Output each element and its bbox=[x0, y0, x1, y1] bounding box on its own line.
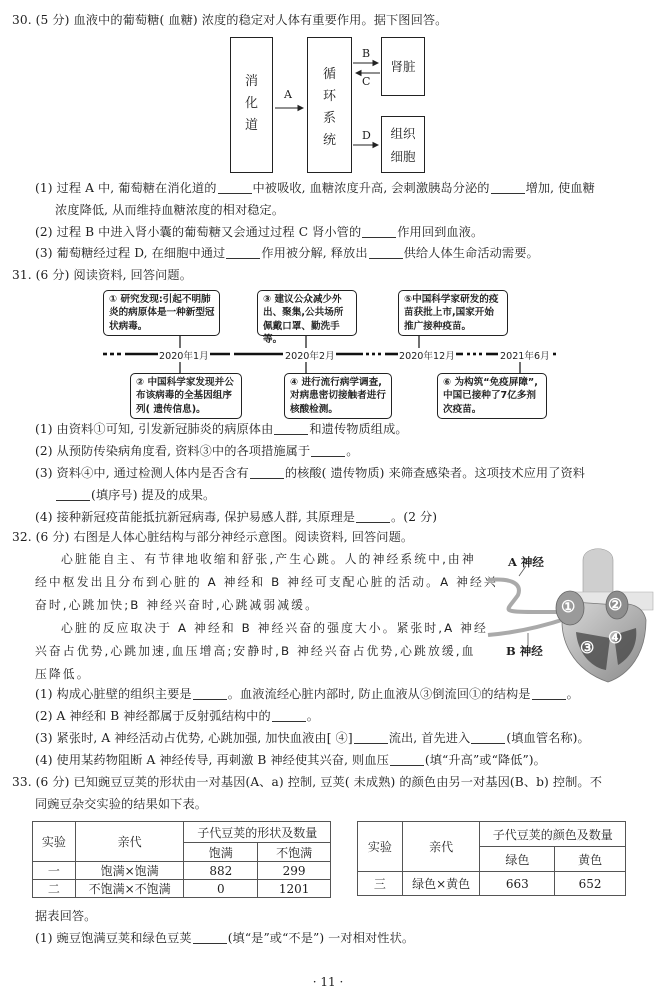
heart-label-4: ④ bbox=[608, 628, 623, 647]
nerve-a-label: A 神经 bbox=[508, 555, 544, 569]
q30-3-text: 作用被分解, 释放出 bbox=[261, 246, 368, 260]
answer-blank[interactable] bbox=[272, 709, 306, 722]
q32-1-text: 。血液流经心脏内部时, 防止血液从③倒流回①的结构是 bbox=[227, 687, 531, 701]
arrow-a-label: A bbox=[284, 88, 292, 101]
header-experiment: 实验 bbox=[358, 822, 403, 872]
q31-3-line1 bbox=[35, 465, 585, 481]
q31-2-text: (2) 从预防传染病角度看, 资料③中的各项措施属于 bbox=[35, 444, 311, 458]
nerve-b-line bbox=[488, 618, 568, 635]
cell-experiment: 一 bbox=[33, 862, 76, 880]
q30-2-text: (2) 过程 B 中进入肾小囊的葡萄糖又会通过过程 C 肾小管的 bbox=[35, 225, 362, 239]
answer-blank[interactable] bbox=[311, 444, 345, 457]
header-offspring-color: 子代豆荚的颜色及数量 bbox=[480, 822, 626, 847]
q32-4-text: (填“升高”或“降低”)。 bbox=[424, 753, 546, 767]
answer-blank[interactable] bbox=[390, 753, 424, 766]
q30-3-text: (3) 葡萄糖经过程 D, 在细胞中通过 bbox=[35, 246, 226, 260]
q32-para1-line1: 心脏能自主、有节律地收缩和舒张,产生心跳。人的神经系统中,由神 bbox=[61, 552, 476, 566]
answer-blank[interactable] bbox=[193, 687, 227, 700]
cell-plump-count: 882 bbox=[184, 862, 258, 880]
arrow-c-label: C bbox=[362, 75, 371, 88]
header-yellow: 黄色 bbox=[555, 847, 626, 872]
q30-2-line bbox=[35, 224, 483, 240]
heart-label-3: ③ bbox=[580, 638, 595, 657]
timeline-date: 2020年1月 bbox=[158, 348, 210, 362]
heart-label-2: ② bbox=[608, 595, 623, 614]
circulatory-system-char: 循 bbox=[322, 67, 336, 82]
header-parents: 亲代 bbox=[402, 822, 480, 872]
cell-plump-count: 0 bbox=[184, 880, 258, 898]
digestive-tract-char: 消 bbox=[244, 74, 258, 89]
answer-blank[interactable] bbox=[471, 731, 505, 744]
q32-para2-line3: 压降低。 bbox=[35, 667, 91, 681]
table-row bbox=[33, 880, 331, 898]
timeline-item-6: ⑥ 为构筑“免疫屏障”,中国已接种了7亿多剂次疫苗。 bbox=[437, 373, 547, 419]
q32-3-line bbox=[35, 730, 590, 746]
q32-para1-line3: 奋时,心跳加快;B 神经兴奋时,心跳减弱减缓。 bbox=[35, 598, 319, 612]
page-number: · 11 · bbox=[312, 975, 344, 989]
q30-3-text: 供给人体生命活动需要。 bbox=[403, 246, 539, 260]
heart-figure bbox=[478, 540, 656, 685]
cell-not-plump-count: 299 bbox=[258, 862, 331, 880]
glucose-flow-diagram bbox=[0, 0, 656, 180]
q32-2-text: 。 bbox=[306, 709, 320, 723]
header-not-plump: 不饱满 bbox=[258, 843, 331, 862]
timeline-date: 2020年2月 bbox=[284, 348, 336, 362]
cell-yellow-count: 652 bbox=[555, 872, 626, 896]
answer-blank[interactable] bbox=[193, 931, 227, 944]
q32-2-line bbox=[35, 708, 319, 724]
q31-3-text: 的核酸( 遗传物质) 来筛查感染者。这项技术应用了资料 bbox=[284, 466, 586, 480]
q32-4-text: (4) 使用某药物阻断 A 神经传导, 再刺激 B 神经使其兴奋, 则血压 bbox=[35, 753, 389, 767]
q31-1-text: (1) 由资料①可知, 引发新冠肺炎的病原体由 bbox=[35, 422, 274, 436]
arrow-b-label: B bbox=[362, 47, 371, 60]
q32-title: 32. (6 分) 右图是人体心脏结构与部分神经示意图。阅读资料, 回答问题。 bbox=[12, 530, 414, 544]
q33-title-line2: 同豌豆杂交实验的结果如下表。 bbox=[35, 797, 208, 811]
kidney-label: 肾脏 bbox=[390, 59, 416, 74]
cell-not-plump-count: 1201 bbox=[258, 880, 331, 898]
answer-blank[interactable] bbox=[218, 181, 252, 194]
q31-4-text: 。(2 分) bbox=[391, 510, 438, 524]
q30-1-text: 增加, 使血糖 bbox=[525, 181, 595, 195]
timeline-date: 2021年6月 bbox=[499, 348, 551, 362]
q32-3-text: 流出, 首先进入 bbox=[388, 731, 471, 745]
q31-3-text: (3) 资料④中, 通过检测人体内是否含有 bbox=[35, 466, 249, 480]
q31-4-text: (4) 接种新冠疫苗能抵抗新冠病毒, 保护易感人群, 其原理是 bbox=[35, 510, 356, 524]
digestive-tract-char: 道 bbox=[244, 118, 258, 133]
timeline-item-2: ② 中国科学家发现并公布该病毒的全基因组序列( 遗传信息)。 bbox=[130, 373, 242, 419]
q32-3-text: (3) 紧张时, A 神经活动占优势, 心跳加强, 加快血液由[ ④] bbox=[35, 731, 353, 745]
q31-1-line bbox=[35, 421, 408, 437]
q31-2-line bbox=[35, 443, 359, 459]
cell-parents: 饱满×饱满 bbox=[75, 862, 184, 880]
q32-para2-line2: 兴奋占优势,心跳加速,血压增高;安静时,B 神经兴奋占优势,心跳放缓,血 bbox=[35, 644, 476, 658]
q33-1-line bbox=[35, 930, 414, 946]
cell-green-count: 663 bbox=[480, 872, 555, 896]
q31-1-text: 和遗传物质组成。 bbox=[309, 422, 408, 436]
cell-parents: 不饱满×不饱满 bbox=[75, 880, 184, 898]
tissue-cells-label: 组织 bbox=[390, 126, 416, 141]
answer-blank[interactable] bbox=[532, 687, 566, 700]
pod-shape-table bbox=[32, 821, 331, 898]
answer-blank[interactable] bbox=[491, 181, 525, 194]
table-row bbox=[358, 872, 626, 896]
timeline-item-1: ① 研究发现:引起不明肺炎的病原体是一种新型冠状病毒。 bbox=[103, 290, 220, 336]
q33-1-text: (填“是”或“不是”) 一对相对性状。 bbox=[227, 931, 415, 945]
circulatory-system-char: 系 bbox=[322, 111, 336, 126]
q30-1-line1 bbox=[35, 180, 595, 196]
q31-3-line2 bbox=[55, 487, 215, 503]
tissue-cells-label: 细胞 bbox=[390, 149, 416, 164]
q32-4-line bbox=[35, 752, 546, 768]
cell-parents: 绿色×黄色 bbox=[402, 872, 480, 896]
timeline-date: 2020年12月 bbox=[398, 348, 456, 362]
answer-blank[interactable] bbox=[362, 225, 396, 238]
timeline-item-5: ⑤中国科学家研发的疫苗获批上市,国家开始推广接种疫苗。 bbox=[398, 290, 508, 336]
answer-blank[interactable] bbox=[274, 422, 308, 435]
q31-2-text: 。 bbox=[346, 444, 359, 458]
q33-1-text: (1) 豌豆饱满豆荚和绿色豆荚 bbox=[35, 931, 192, 945]
header-green: 绿色 bbox=[480, 847, 555, 872]
nerve-b-label: B 神经 bbox=[506, 644, 543, 658]
circulatory-system-char: 统 bbox=[322, 133, 336, 148]
answer-blank[interactable] bbox=[226, 246, 260, 259]
answer-blank[interactable] bbox=[354, 731, 388, 744]
q30-2-text: 作用回到血液。 bbox=[397, 225, 484, 239]
diagram-arrows bbox=[0, 0, 656, 180]
header-experiment: 实验 bbox=[33, 822, 76, 862]
heart-label-1: ① bbox=[561, 597, 576, 616]
answer-blank[interactable] bbox=[250, 466, 284, 479]
covid-timeline bbox=[0, 280, 656, 425]
q31-title: 31. (6 分) 阅读资料, 回答问题。 bbox=[12, 268, 192, 282]
answer-blank[interactable] bbox=[369, 246, 403, 259]
cell-experiment: 三 bbox=[358, 872, 403, 896]
q31-3-text: (填序号) 提及的成果。 bbox=[91, 488, 216, 502]
q30-1-line2: 浓度降低, 从而维持血糖浓度的相对稳定。 bbox=[55, 203, 285, 217]
q30-3-line bbox=[35, 245, 539, 261]
q32-para1-line2: 经中枢发出且分布到心脏的 A 神经和 B 神经可支配心脏的活动。A 神经兴 bbox=[35, 575, 498, 589]
nerve-a-line bbox=[488, 580, 561, 612]
q30-1-text: 中被吸收, 血糖浓度升高, 会刺激胰岛分泌的 bbox=[252, 181, 490, 195]
answer-blank[interactable] bbox=[356, 510, 390, 523]
header-plump: 饱满 bbox=[184, 843, 258, 862]
q32-1-text: (1) 构成心脏壁的组织主要是 bbox=[35, 687, 192, 701]
timeline-item-4: ④ 进行流行病学调查,对病患密切接触者进行核酸检测。 bbox=[284, 373, 392, 419]
q32-3-text: (填血管名称)。 bbox=[506, 731, 590, 745]
q32-1-line bbox=[35, 686, 579, 702]
cell-experiment: 二 bbox=[33, 880, 76, 898]
q33-after-table: 据表回答。 bbox=[35, 909, 97, 923]
header-offspring-shape: 子代豆荚的形状及数量 bbox=[184, 822, 331, 843]
answer-blank[interactable] bbox=[56, 488, 90, 501]
q31-4-line bbox=[35, 509, 437, 525]
table-row bbox=[33, 862, 331, 880]
pod-color-table bbox=[357, 821, 626, 896]
timeline-item-3: ③ 建议公众减少外出、聚集,公共场所佩戴口罩、勤洗手等。 bbox=[257, 290, 357, 336]
q32-para2-line1: 心脏的反应取决于 A 神经和 B 神经兴奋的强度大小。紧张时,A 神经 bbox=[61, 621, 488, 635]
q32-1-text: 。 bbox=[566, 687, 579, 701]
arrow-d-label: D bbox=[362, 129, 371, 142]
q30-title: 30. (5 分) 血液中的葡萄糖( 血糖) 浓度的稳定对人体有重要作用。据下图回答。 bbox=[12, 13, 448, 27]
header-parents: 亲代 bbox=[75, 822, 184, 862]
q33-title-line1: 33. (6 分) 已知豌豆豆荚的形状由一对基因(A、a) 控制, 豆荚( 未成熟) 的颜色由另一对基因(B、b) 控制。不 bbox=[12, 775, 603, 789]
q30-1-text: (1) 过程 A 中, 葡萄糖在消化道的 bbox=[35, 181, 217, 195]
q32-2-text: (2) A 神经和 B 神经都属于反射弧结构中的 bbox=[35, 709, 271, 723]
digestive-tract-char: 化 bbox=[244, 96, 258, 111]
circulatory-system-char: 环 bbox=[322, 89, 336, 104]
